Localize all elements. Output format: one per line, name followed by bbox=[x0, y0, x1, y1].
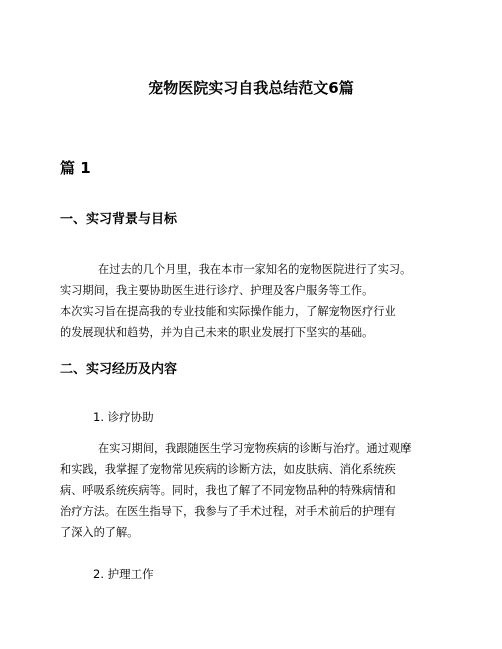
paragraph-line: 在实习期间，我跟随医生学习宠物疾病的诊断与治疗。通过观摩 bbox=[98, 442, 412, 455]
chapter-heading: 篇 1 bbox=[60, 159, 91, 177]
section-heading-experience: 二、实习经历及内容 bbox=[60, 362, 178, 377]
paragraph-line: 病、呼吸系统疾病等。同时，我也了解了不同宠物品种的特殊病情和 bbox=[60, 484, 396, 497]
subsection-heading-nursing: 2. 护理工作 bbox=[93, 567, 154, 581]
paragraph-line: 治疗方法。在医生指导下，我参与了手术过程，对手术前后的护理有 bbox=[60, 505, 396, 518]
section-heading-background: 一、实习背景与目标 bbox=[60, 212, 178, 227]
paragraph-line: 了深入的了解。 bbox=[60, 526, 139, 539]
paragraph-line: 本次实习旨在提高我的专业技能和实际操作能力，了解宠物医疗行业 bbox=[60, 305, 396, 318]
document-title: 宠物医院实习自我总结范文6篇 bbox=[148, 79, 354, 97]
paragraph-background bbox=[60, 259, 445, 343]
paragraph-line: 的发展现状和趋势，并为自己未来的职业发展打下坚实的基础。 bbox=[60, 326, 374, 339]
paragraph-line: 实习期间，我主要协助医生进行诊疗、护理及客户服务等工作。 bbox=[60, 284, 374, 297]
paragraph-line: 在过去的几个月里，我在本市一家知名的宠物医院进行了实习。 bbox=[98, 263, 412, 276]
paragraph-diagnosis bbox=[60, 438, 445, 543]
subsection-heading-diagnosis: 1. 诊疗协助 bbox=[93, 410, 154, 424]
paragraph-line: 和实践，我掌握了宠物常见疾病的诊断方法，如皮肤病、消化系统疾 bbox=[60, 463, 396, 476]
